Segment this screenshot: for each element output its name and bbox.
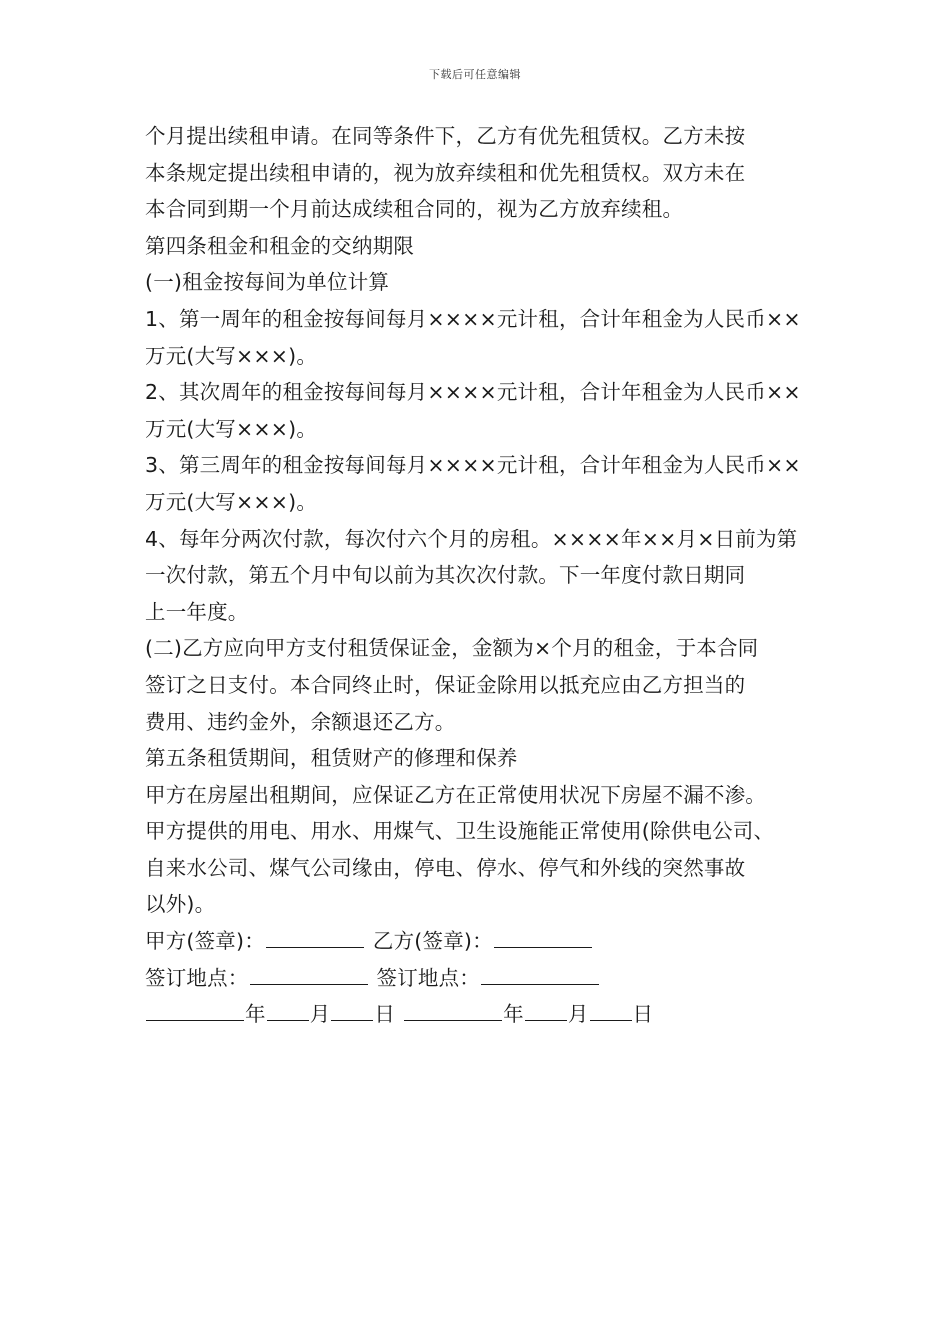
paragraph-line: 自来水公司、煤气公司缘由，停电、停水、停气和外线的突然事故	[145, 855, 746, 880]
day-label-a: 日	[374, 1002, 396, 1027]
paragraph-line: 一次付款，第五个月中旬以前为其次次付款。下一年度付款日期同	[145, 563, 746, 588]
paragraph-line: 3、第三周年的租金按每间每月××××元计租，合计年租金为人民币××	[145, 453, 801, 478]
day-blank-a	[331, 1000, 373, 1021]
subsection-heading: (一)租金按每间为单位计算	[145, 270, 390, 295]
year-label-a: 年	[245, 1002, 266, 1027]
month-label-b: 月	[567, 1002, 589, 1027]
paragraph-line: 个月提出续租申请。在同等条件下，乙方有优先租赁权。乙方未按	[145, 124, 746, 148]
paragraph-line: 签订之日支付。本合同终止时，保证金除用以抵充应由乙方担当的	[145, 672, 746, 697]
paragraph-line: (二)乙方应向甲方支付租赁保证金，金额为×个月的租金，于本合同	[145, 636, 759, 661]
year-label-b: 年	[503, 1002, 524, 1027]
date-row	[145, 996, 825, 1033]
paragraph-line: 甲方提供的用电、用水、用煤气、卫生设施能正常使用(除供电公司、	[145, 819, 775, 844]
paragraph-line: 甲方在房屋出租期间，应保证乙方在正常使用状况下房屋不漏不渗。	[145, 782, 766, 807]
place-blank-a	[250, 964, 368, 985]
paragraph-line: 万元(大写×××)。	[145, 416, 318, 441]
paragraph-line: 本合同到期一个月前达成续租合同的，视为乙方放弃续租。	[145, 197, 684, 222]
section-heading-4: 第四条租金和租金的交纳期限	[145, 233, 415, 258]
place-blank-b	[481, 964, 599, 985]
party-b-signature-label: 乙方(签章)：	[372, 929, 493, 954]
paragraph-line: 1、第一周年的租金按每间每月××××元计租，合计年租金为人民币××	[145, 306, 801, 331]
page-header: 下载后可任意编辑	[429, 68, 521, 81]
paragraph-line: 费用、违约金外，余额退还乙方。	[145, 709, 456, 734]
paragraph-line: 2、其次周年的租金按每间每月××××元计租，合计年租金为人民币××	[145, 380, 801, 405]
signature-row	[145, 923, 825, 960]
party-b-signature-blank	[494, 927, 592, 948]
month-blank-b	[525, 1000, 567, 1021]
year-blank-a	[146, 1000, 244, 1021]
document-body	[145, 118, 825, 1033]
paragraph-line: 万元(大写×××)。	[145, 343, 318, 368]
month-label-a: 月	[309, 1002, 331, 1027]
party-a-signature-label: 甲方(签章)：	[145, 929, 265, 954]
paragraph-line: 上一年度。	[145, 599, 249, 624]
section-heading-5: 第五条租赁期间，租赁财产的修理和保养	[145, 746, 518, 771]
year-blank-b	[404, 1000, 502, 1021]
paragraph-line: 以外)。	[145, 892, 216, 917]
party-a-signature-blank	[266, 927, 364, 948]
day-blank-b	[590, 1000, 632, 1021]
day-label-b: 日	[632, 1002, 654, 1027]
month-blank-a	[267, 1000, 309, 1021]
paragraph-line: 本条规定提出续租申请的，视为放弃续租和优先租赁权。双方未在	[145, 160, 746, 185]
paragraph-line: 万元(大写×××)。	[145, 489, 318, 514]
paragraph-line: 4、每年分两次付款，每次付六个月的房租。××××年××月×日前为第	[145, 526, 798, 551]
signing-place-row	[145, 960, 825, 997]
place-label-a: 签订地点：	[145, 965, 249, 990]
place-label-b: 签订地点：	[376, 965, 480, 990]
